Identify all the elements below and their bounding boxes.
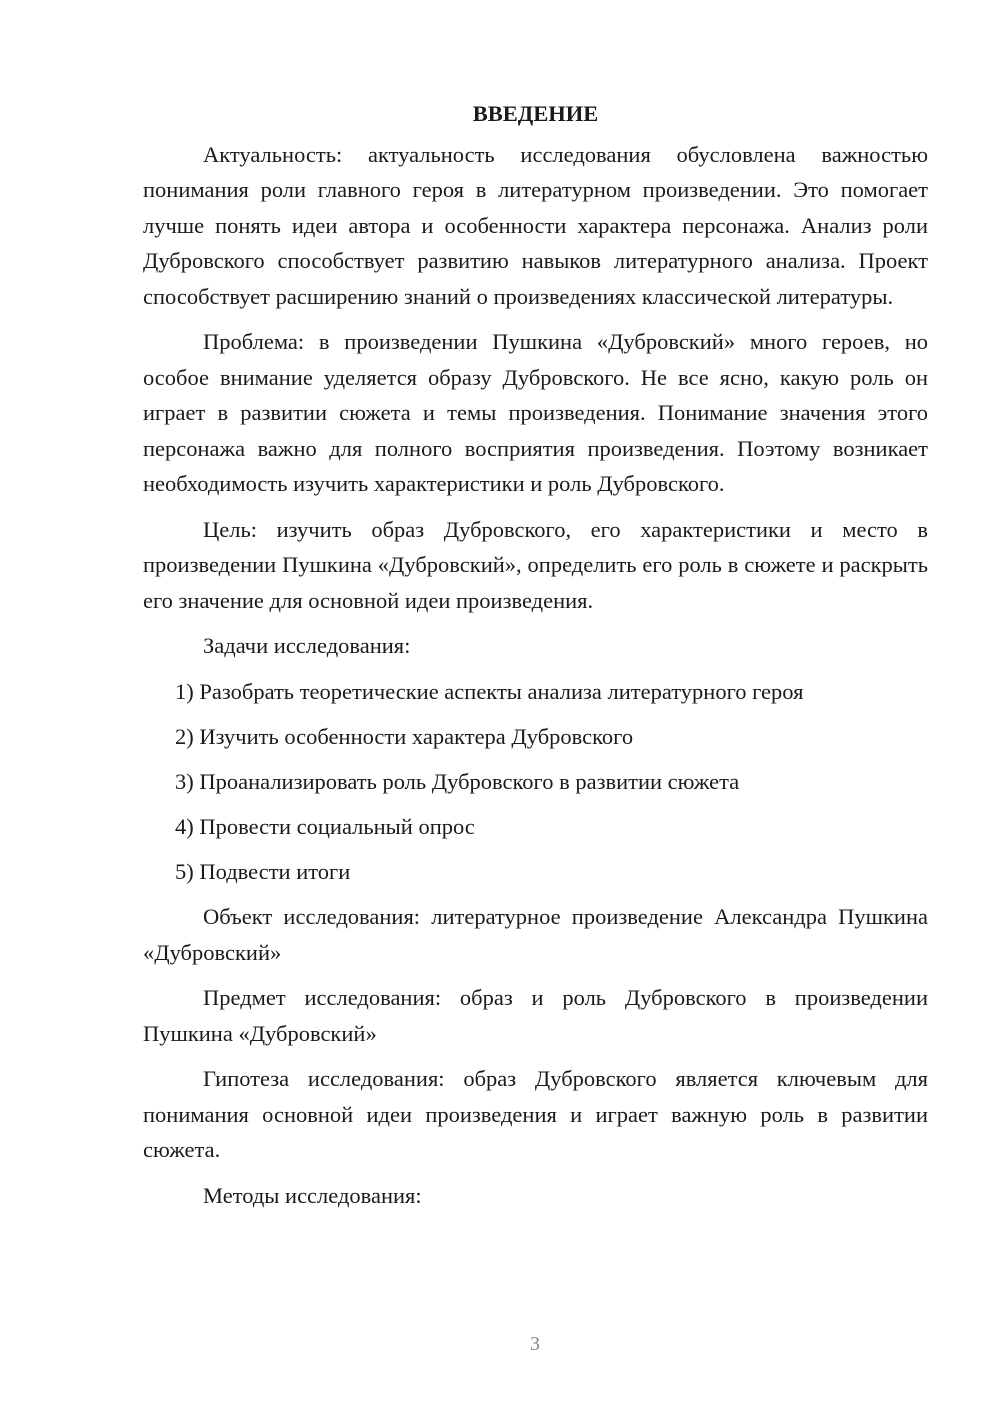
tasks-label: Задачи исследования: — [203, 633, 411, 658]
page-number: 3 — [530, 1333, 540, 1355]
list-item: 5) Подвести итоги — [175, 858, 351, 884]
methods-label: Методы исследования: — [203, 1182, 422, 1208]
tasks-list — [143, 674, 928, 890]
hypothesis-paragraph: Гипотеза исследования: образ Дубровского является ключевым для понимания основной идеи произведения и играет важную роль в развитии сюжета. — [143, 1066, 928, 1162]
section-heading: ВВЕДЕНИЕ — [472, 101, 599, 126]
list-item: 4) Провести социальный опрос — [175, 813, 475, 839]
list-item: 2) Изучить особенности характера Дубровского — [175, 723, 634, 749]
object-paragraph: Объект исследования: литературное произведение Александра Пушкина «Дубровский» — [143, 904, 928, 965]
goal-paragraph: Цель: изучить образ Дубровского, его характеристики и место в произведении Пушкина «Дубровский», определить его роль в сюжете и раскрыть его значение для основной идеи произведения. — [143, 516, 928, 613]
subject-paragraph: Предмет исследования: образ и роль Дубровского в произведении Пушкина «Дубровский» — [143, 985, 928, 1046]
list-item: 1) Разобрать теоретические аспекты анализа литературного героя — [175, 678, 804, 704]
problem-paragraph: Проблема: в произведении Пушкина «Дубровский» много героев, но особое внимание уделяется образу Дубровского. Не все ясно, какую роль он играет в развитии сюжета и темы произведения. Понимание значения этого персонажа важно для полного восприятия произведения. Поэтому возникает необходимость изучить характеристики и роль Дубровского. — [143, 329, 928, 496]
page-content — [143, 96, 928, 1223]
list-item: 3) Проанализировать роль Дубровского в развитии сюжета — [175, 768, 740, 794]
relevance-paragraph: Актуальность: актуальность исследования обусловлена важностью понимания роли главного героя в литературном произведении. Это помогает лучше понять идеи автора и особенности характера персонажа. Анализ роли Дубровского способствует развитию навыков литературного анализа. Проект способствует расширению знаний о произведениях классической литературы. — [143, 141, 928, 309]
